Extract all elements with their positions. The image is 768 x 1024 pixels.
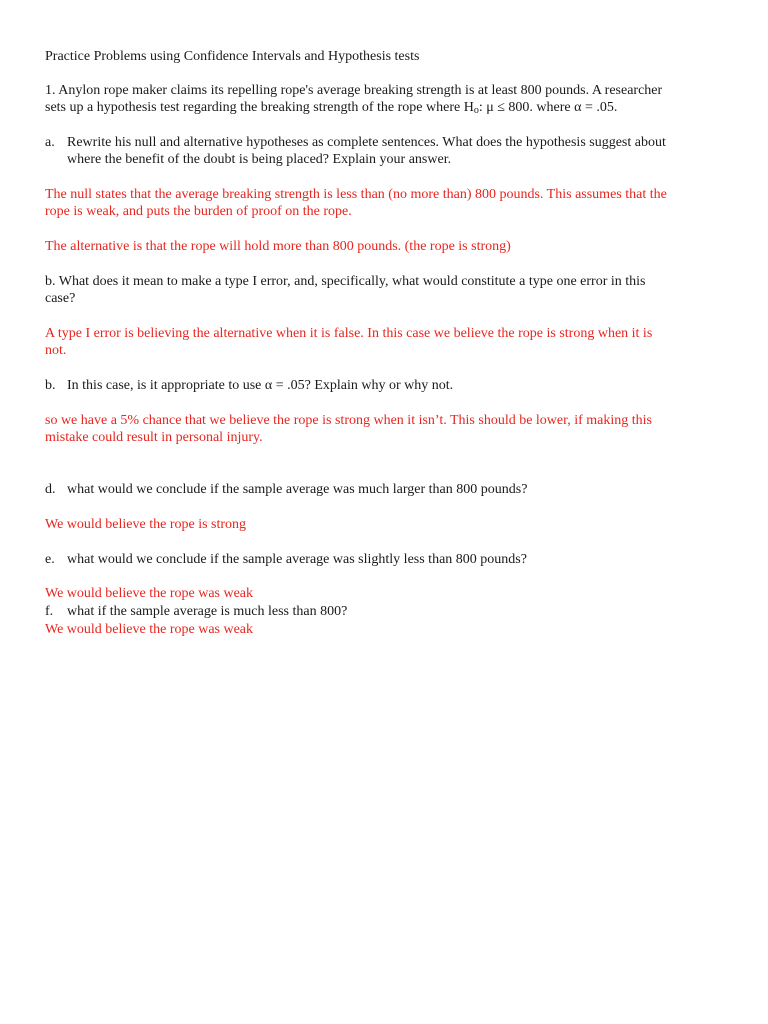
answer-e: We would believe the rope was weak <box>45 586 254 601</box>
question-b-line-1: b. What does it mean to make a type I error, and, specifically, what would constitute a type one error in this <box>45 274 646 289</box>
question-1-line-2-text: sets up a hypothesis test regarding the breaking strength of the rope where H <box>45 100 474 115</box>
answer-f: We would believe the rope was weak <box>45 622 254 637</box>
answer-a-null-line-2: rope is weak, and puts the burden of proof on the rope. <box>45 204 352 219</box>
question-d-text: what would we conclude if the sample average was much larger than 800 pounds? <box>67 482 528 497</box>
question-f-text: what if the sample average is much less than 800? <box>67 604 348 619</box>
question-1-line-1: 1. Anylon rope maker claims its repelling rope's average breaking strength is at least 800 pounds. A researcher <box>45 83 663 98</box>
question-d-label: d. <box>45 482 56 497</box>
answer-a-alternative: The alternative is that the rope will hold more than 800 pounds. (the rope is strong) <box>45 239 511 254</box>
h-subscript: o <box>473 105 479 116</box>
answer-d: We would believe the rope is strong <box>45 517 247 532</box>
question-b2-text: In this case, is it appropriate to use α = .05? Explain why or why not. <box>67 378 454 393</box>
question-1-line-2 <box>45 99 617 119</box>
question-a-line-2: where the benefit of the doubt is being placed? Explain your answer. <box>67 152 452 167</box>
question-e-label: e. <box>45 552 55 567</box>
document-title: Practice Problems using Confidence Intervals and Hypothesis tests <box>45 49 420 64</box>
question-b-line-2: case? <box>45 291 76 306</box>
answer-b2-line-2: mistake could result in personal injury. <box>45 430 263 445</box>
question-b2-label: b. <box>45 378 56 393</box>
question-a-label: a. <box>45 135 55 150</box>
answer-a-null-line-1: The null states that the average breaking strength is less than (no more than) 800 pounds. This assumes that the <box>45 187 667 202</box>
answer-b-line-1: A type I error is believing the alternative when it is false. In this case we believe the rope is strong when it is <box>45 326 653 341</box>
question-e-text: what would we conclude if the sample average was slightly less than 800 pounds? <box>67 552 527 567</box>
answer-b2-line-1: so we have a 5% chance that we believe the rope is strong when it isn’t. This should be lower, if making this <box>45 413 653 428</box>
question-f-label: f. <box>45 604 54 619</box>
question-a-line-1: Rewrite his null and alternative hypotheses as complete sentences. What does the hypothesis suggest about <box>67 135 666 150</box>
answer-b-line-2: not. <box>45 343 67 358</box>
question-1-line-2-hypothesis: : μ ≤ 800. where α = .05. <box>478 100 618 115</box>
